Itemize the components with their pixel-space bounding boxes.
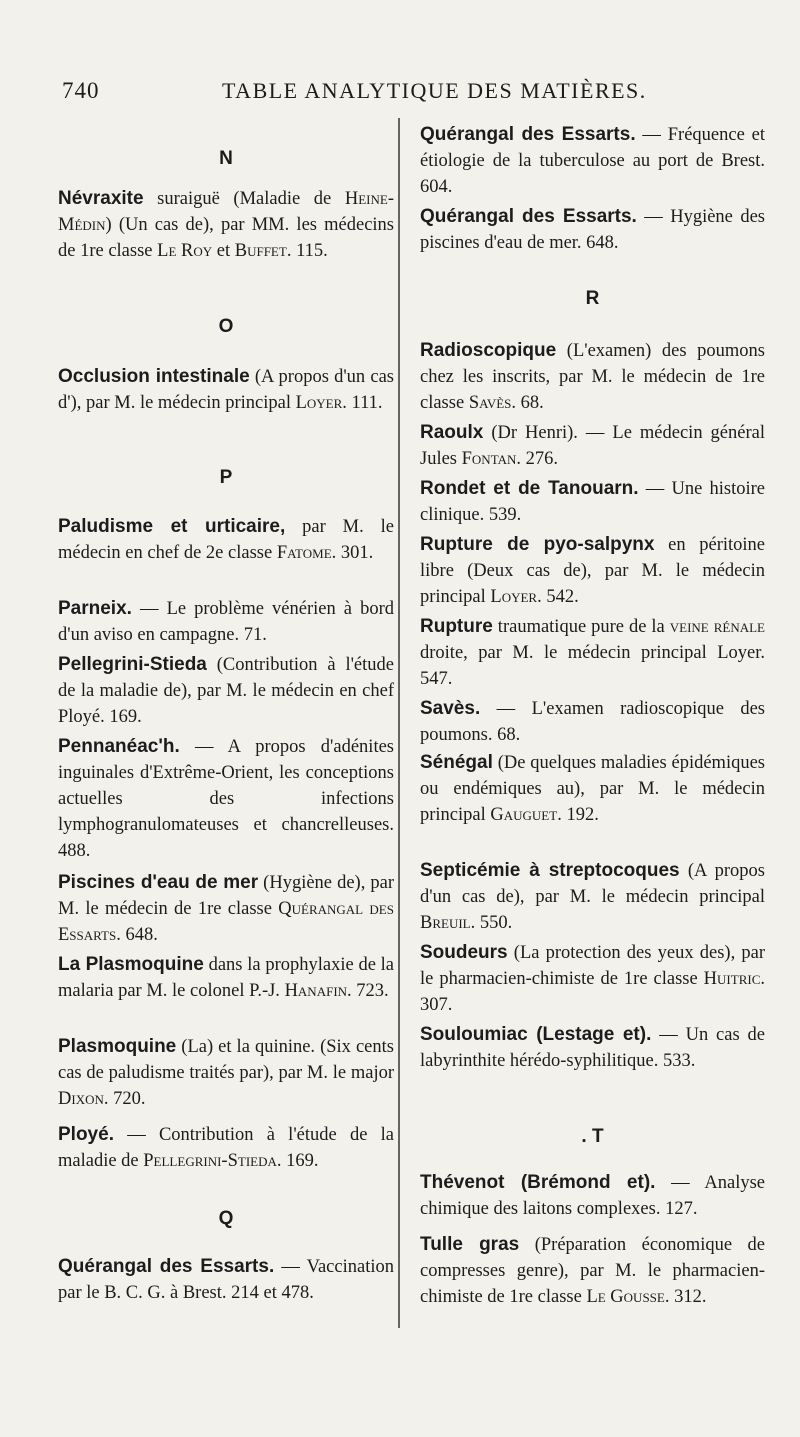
index-entry — [420, 204, 765, 256]
index-entry — [420, 122, 765, 200]
page-reference: . 720. — [103, 1089, 146, 1109]
page-number: 740 — [62, 78, 100, 103]
entry-heading: Névraxite — [58, 188, 144, 209]
entry-name: Buffet — [234, 241, 287, 261]
index-entry — [58, 364, 394, 416]
index-entry — [58, 652, 394, 730]
entry-text: (La) et la quinine. (Six cents cas de paludisme traités par), par M. le major — [58, 1037, 394, 1083]
section-letter: R — [585, 288, 600, 309]
entry-name: Dixon — [58, 1089, 104, 1109]
index-entry — [420, 614, 765, 692]
entry-heading: Septicémie à streptocoques — [420, 860, 680, 881]
index-entry — [420, 1170, 765, 1222]
entry-heading: Plasmoquine — [58, 1036, 177, 1057]
entry-heading: La Plasmoquine — [58, 954, 204, 975]
entry-heading: Sénégal — [420, 752, 493, 773]
page-reference: . 648. — [116, 925, 158, 945]
entry-text: suraiguë (Maladie de — [143, 189, 345, 209]
section-letter: N — [219, 148, 233, 169]
entry-text: — Hygiène des piscines d'eau de mer. 648. — [420, 207, 765, 253]
entry-text: — Une histoire clinique. 539. — [420, 479, 766, 525]
entry-name: Quérangal des Essarts — [58, 899, 394, 945]
entry-text: (La protection des yeux des), par le pharmacien-chimiste de 1re classe — [420, 943, 765, 989]
entry-heading: Quérangal des Essarts. — [58, 1256, 275, 1277]
index-entry — [420, 476, 765, 528]
entry-heading: Rupture — [420, 616, 493, 637]
entry-text: (Contribution à l'étude de la maladie de), par M. le médecin en chef Ployé. 169. — [58, 655, 394, 727]
page-reference: . 115. — [286, 241, 328, 261]
index-entry — [58, 186, 394, 264]
entry-text: droite, par M. le médecin principal Loyer. 547. — [420, 643, 765, 689]
entry-name: Le Roy — [157, 241, 213, 261]
entry-name: Pellegrini-Stieda — [143, 1151, 277, 1171]
entry-text: — A propos d'adénites inguinales d'Extrême-Orient, les conceptions actuelles des infections lymphogranulomateuses et chancrelleuses. 488. — [58, 737, 394, 861]
entry-heading: Occlusion intestinale — [58, 366, 250, 387]
index-entry — [58, 1034, 394, 1112]
entry-text: traumatique pure de la — [492, 617, 670, 637]
page-reference: . 169. — [276, 1151, 319, 1171]
index-entry — [420, 858, 765, 936]
running-header — [0, 78, 800, 118]
index-entry — [58, 1254, 394, 1306]
index-entry — [420, 940, 765, 1018]
entry-heading: Pennanéac'h. — [58, 736, 180, 757]
index-entry — [420, 1232, 765, 1310]
entry-heading: Thévenot (Brémond et). — [420, 1172, 656, 1193]
index-entry — [58, 596, 394, 648]
entry-text: — Un cas de labyrinthite hérédo-syphilitique. 533. — [420, 1025, 766, 1071]
index-entry — [420, 696, 765, 748]
entry-heading: Tulle gras — [420, 1234, 520, 1255]
entry-heading: Soudeurs — [420, 942, 508, 963]
index-entry — [58, 870, 394, 948]
entry-name: Savès — [468, 393, 512, 413]
page-reference: . 111. — [342, 393, 383, 413]
page-reference: . 307. — [420, 969, 765, 1015]
index-entry — [420, 1022, 765, 1074]
entry-heading: Piscines d'eau de mer — [58, 872, 259, 893]
page-reference: . 276. — [516, 449, 558, 469]
page-reference: . 723. — [347, 981, 389, 1001]
entry-heading: Ployé. — [58, 1124, 114, 1145]
entry-text: (A propos d'un cas d'), par M. le médecin principal — [58, 367, 394, 413]
entry-name: Gauguet — [490, 805, 558, 825]
entry-name: Loyer — [295, 393, 343, 413]
entry-heading: Radioscopique — [420, 340, 557, 361]
entry-text: (A propos d'un cas de), par M. le médecin principal — [420, 861, 765, 907]
index-entry — [58, 514, 394, 566]
entry-name: Fontan — [461, 449, 517, 469]
page-reference: . 550. — [470, 913, 513, 933]
entry-text: — Fréquence et étiologie de la tuberculose au port de Brest. 604. — [420, 125, 765, 197]
entry-heading: Rondet et de Tanouarn. — [420, 478, 639, 499]
entry-text: (Préparation économique de compresses genre), par M. le pharmacien-chimiste de 1re classe — [420, 1235, 766, 1307]
entry-text: (L'examen) des poumons chez les inscrits, par M. le médecin de 1re classe — [420, 341, 765, 413]
section-letter: P — [219, 467, 233, 488]
column-divider — [398, 118, 400, 1328]
entry-name: Breuil — [420, 913, 471, 933]
entry-heading: Paludisme et urticaire, — [58, 516, 286, 537]
entry-name: Hanafin — [284, 981, 348, 1001]
section-letter: Q — [218, 1208, 234, 1229]
section-letter: . T — [581, 1126, 604, 1147]
index-entry — [420, 532, 765, 610]
entry-text: et — [212, 241, 235, 261]
entry-name: Huitric — [703, 969, 761, 989]
entry-text: ) (Un cas de), par MM. les médecins de 1re classe — [58, 215, 394, 261]
entry-text: dans la prophylaxie de la malaria par M. le colonel P.-J. — [58, 955, 395, 1001]
entry-text: (Hygiène de), par M. le médecin de 1re classe — [58, 873, 394, 919]
entry-name: Fatome — [276, 543, 332, 563]
entry-text: (Dr Henri). — Le médecin général Jules — [420, 423, 765, 469]
entry-heading: Savès. — [420, 698, 481, 719]
entry-name: Loyer — [490, 587, 538, 607]
page-reference: . 301. — [331, 543, 374, 563]
entry-name: Heine-Médin — [58, 189, 394, 235]
entry-text: — Le problème vénérien à bord d'un aviso en campagne. 71. — [58, 599, 394, 645]
entry-name: veine rénale — [669, 617, 765, 637]
entry-text: (De quelques maladies épidémiques ou endémiques au), par M. le médecin principal — [420, 753, 765, 825]
entry-text: en péritoine libre (Deux cas de), par M. le médecin principal — [420, 535, 766, 607]
entry-heading: Rupture de pyo-salpynx — [420, 534, 655, 555]
page-reference: . 542. — [537, 587, 579, 607]
index-entry — [420, 420, 765, 472]
entry-heading: Souloumiac (Lestage et). — [420, 1024, 652, 1045]
index-entry — [58, 734, 394, 864]
page-reference: . 312. — [664, 1287, 707, 1307]
entry-text: — Analyse chimique des laitons complexes. 127. — [420, 1173, 765, 1219]
index-entry — [420, 338, 765, 416]
entry-text: — Vaccination par le B. C. G. à Brest. 214 et 478. — [58, 1257, 394, 1303]
index-entry — [58, 952, 394, 1004]
entry-heading: Quérangal des Essarts. — [420, 124, 636, 145]
entry-heading: Pellegrini-Stieda — [58, 654, 207, 675]
page-reference: . 192. — [557, 805, 599, 825]
entry-name: Le Gousse — [586, 1287, 665, 1307]
section-letter: O — [218, 316, 234, 337]
page-reference: . 68. — [511, 393, 544, 413]
index-entry — [58, 1122, 394, 1174]
entry-heading: Quérangal des Essarts. — [420, 206, 637, 227]
index-entry — [420, 750, 765, 828]
running-title: TABLE ANALYTIQUE DES MATIÈRES. — [222, 78, 647, 103]
entry-text: — L'examen radioscopique des poumons. 68. — [420, 699, 765, 745]
entry-heading: Raoulx — [420, 422, 484, 443]
entry-text: par M. le médecin en chef de 2e classe — [58, 517, 394, 563]
entry-heading: Parneix. — [58, 598, 132, 619]
entry-text: — Contribution à l'étude de la maladie de — [58, 1125, 394, 1171]
